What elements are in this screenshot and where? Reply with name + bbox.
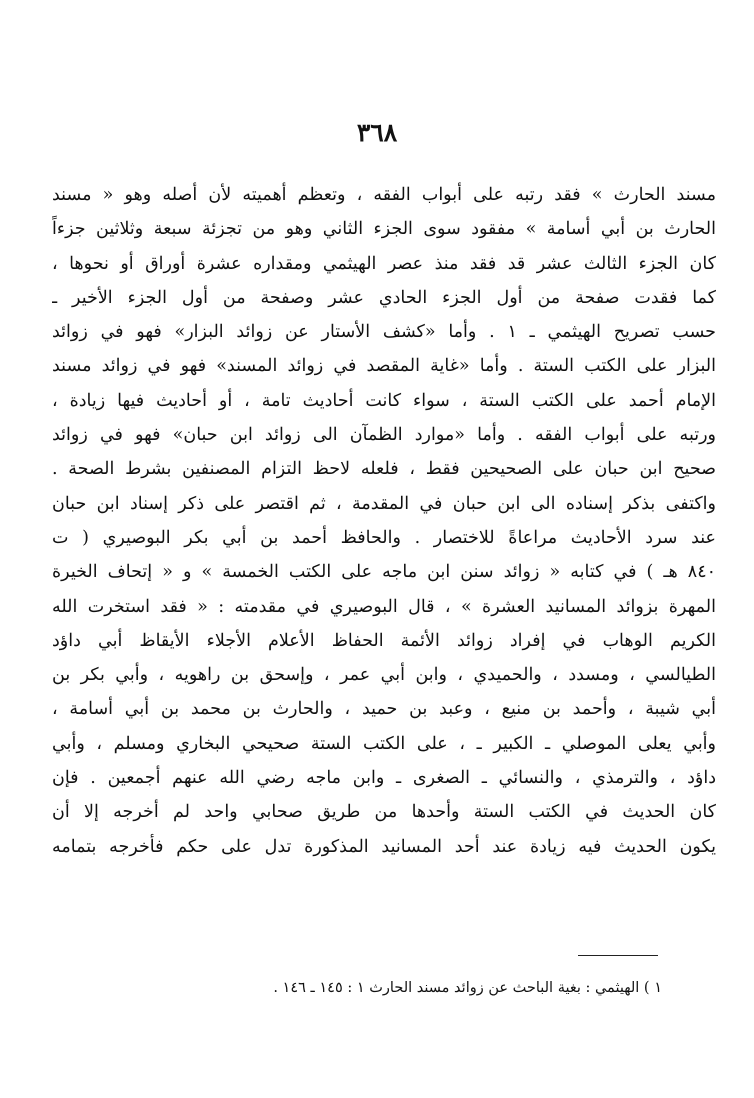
footnote-divider: [578, 955, 658, 956]
text-line: كما فقدت صفحة من أول الجزء الحادي عشر وصفحة من أول الجزء الأخير ـ: [52, 287, 716, 308]
text-line: أبي شيبة ، وأحمد بن منيع ، وعبد بن حميد ، والحارث بن محمد بن أبي أسامة ،: [52, 699, 716, 720]
text-line: الإمام أحمد على الكتب الستة ، سواء كانت أحاديث تامة ، أو أحاديث فيها زيادة ،: [52, 390, 716, 411]
body-text: [52, 178, 716, 864]
text-line: واكتفى بذكر إسناده الى ابن حبان في المقدمة ، ثم اقتصر على ذكر إسناد ابن حبان: [52, 493, 716, 514]
footnote: ١ ) الهيثمي : بغية الباحث عن زوائد مسند الحارث ١ : ١٤٥ ـ ١٤٦ .: [273, 980, 662, 996]
text-line: المهرة بزوائد المسانيد العشرة » ، قال البوصيري في مقدمته : « فقد استخرت الله: [52, 596, 716, 617]
text-line: داؤد ، والترمذي ، والنسائي ـ الصغرى ـ وابن ماجه رضي الله عنهم أجمعين . فإن: [52, 768, 716, 789]
text-line: عند سرد الأحاديث مراعاةً للاختصار . والحافظ أحمد بن أبي بكر البوصيري ( ت: [52, 527, 716, 548]
page-number: ٣٦٨: [356, 118, 398, 147]
text-line: الطيالسي ، ومسدد ، والحميدي ، وابن أبي عمر ، وإسحق بن راهويه ، وأبي بكر بن: [52, 665, 716, 686]
text-line: وأبي يعلى الموصلي ـ الكبير ـ ، على الكتب الستة صحيحي البخاري ومسلم ، وأبي: [52, 733, 716, 754]
text-line: الكريم الوهاب في إفراد زوائد الأئمة الحفاظ الأعلام الأجلاء الأيقاظ أبي داؤد: [52, 630, 716, 651]
text-line: ورتبه على أبواب الفقه . وأما «موارد الظمآن الى زوائد ابن حبان» فهو في زوائد: [52, 425, 716, 446]
text-line: حسب تصريح الهيثمي ـ ١ . وأما «كشف الأستار عن زوائد البزار» فهو في زوائد: [52, 322, 716, 343]
text-line: مسند الحارث » فقد رتبه على أبواب الفقه ، وتعظم أهميته لأن أصله وهو « مسند: [52, 185, 716, 205]
text-line: الحارث بن أبي أسامة » مفقود سوى الجزء الثاني وهو من تجزئة سبعة وثلاثين جزءاً: [52, 219, 716, 240]
text-line: كان الحديث في الكتب الستة وأحدها من طريق صحابي واحد لم أخرجه إلا أن: [52, 802, 716, 823]
text-line: كان الجزء الثالث عشر قد فقد منذ عصر الهيثمي ومقداره عشرة أوراق أو نحوها ،: [52, 253, 716, 274]
text-line: البزار على الكتب الستة . وأما «غاية المقصد في زوائد المسند» فهو في زوائد مسند: [52, 356, 716, 377]
text-line: ٨٤٠ هـ ) في كتابه « زوائد سنن ابن ماجه على الكتب الخمسة » و « إتحاف الخيرة: [52, 562, 716, 583]
text-line: يكون الحديث فيه زيادة عند أحد المسانيد المذكورة تدل على حكم فأخرجه بتمامه: [52, 836, 716, 857]
text-line: صحيح ابن حبان على الصحيحين فقط ، فلعله لاحظ التزام المصنفين بشرط الصحة .: [52, 459, 716, 480]
